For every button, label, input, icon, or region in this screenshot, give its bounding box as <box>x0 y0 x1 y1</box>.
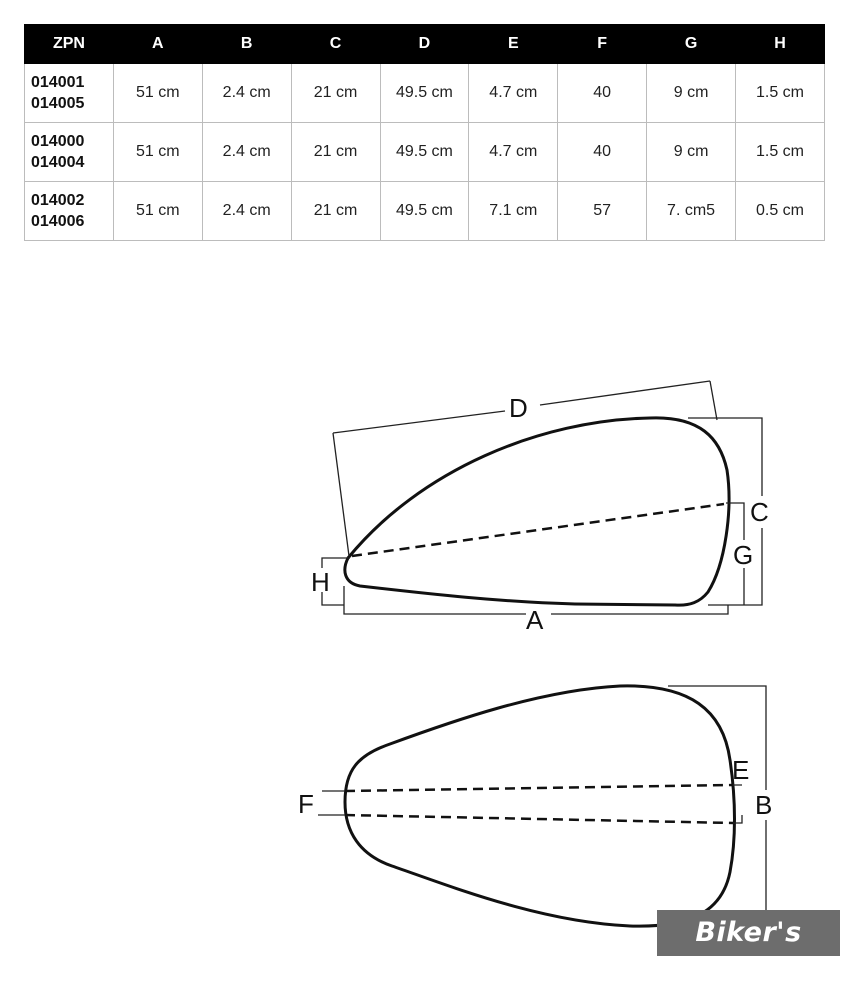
value-e: 4.7 cm <box>469 123 558 182</box>
header-zpn: ZPN <box>25 25 114 64</box>
header-g: G <box>647 25 736 64</box>
header-b: B <box>202 25 291 64</box>
value-f: 57 <box>558 182 647 241</box>
value-d: 49.5 cm <box>380 123 469 182</box>
tank-top-outline <box>345 686 735 926</box>
label-c: C <box>750 497 769 527</box>
top-view <box>298 686 772 926</box>
part-number: 014000 <box>31 133 85 150</box>
part-number: 014005 <box>31 95 85 112</box>
value-a: 51 cm <box>113 123 202 182</box>
value-f: 40 <box>558 64 647 123</box>
part-number: 014006 <box>31 213 85 230</box>
value-c: 21 cm <box>291 123 380 182</box>
part-number: 014001 <box>31 74 85 91</box>
store-watermark-logo: Biker's Store <box>657 910 840 956</box>
value-b: 2.4 cm <box>202 64 291 123</box>
value-g: 9 cm <box>647 64 736 123</box>
value-c: 21 cm <box>291 182 380 241</box>
value-a: 51 cm <box>113 182 202 241</box>
value-h: 0.5 cm <box>736 182 825 241</box>
top-dashed-lower <box>345 815 733 823</box>
value-g: 7. cm5 <box>647 182 736 241</box>
label-b: B <box>755 790 773 820</box>
value-b: 2.4 cm <box>202 123 291 182</box>
value-e: 7.1 cm <box>469 182 558 241</box>
value-h: 1.5 cm <box>736 64 825 123</box>
header-c: C <box>291 25 380 64</box>
centerline-dashed <box>352 504 724 556</box>
value-a: 51 cm <box>113 64 202 123</box>
header-h: H <box>736 25 825 64</box>
value-e: 4.7 cm <box>469 64 558 123</box>
label-h: H <box>311 567 330 597</box>
label-d: D <box>509 393 528 423</box>
label-f: F <box>298 789 314 819</box>
top-dashed-upper <box>345 785 733 791</box>
header-a: A <box>113 25 202 64</box>
value-g: 9 cm <box>647 123 736 182</box>
header-d: D <box>380 25 469 64</box>
value-h: 1.5 cm <box>736 123 825 182</box>
label-g: G <box>733 540 754 570</box>
value-d: 49.5 cm <box>380 64 469 123</box>
header-f: F <box>558 25 647 64</box>
label-a: A <box>526 605 544 635</box>
value-c: 21 cm <box>291 64 380 123</box>
label-e: E <box>732 755 750 785</box>
header-e: E <box>469 25 558 64</box>
part-number: 014004 <box>31 154 85 171</box>
value-d: 49.5 cm <box>380 182 469 241</box>
value-b: 2.4 cm <box>202 182 291 241</box>
value-f: 40 <box>558 123 647 182</box>
dimension-f-lines <box>318 791 345 815</box>
part-number: 014002 <box>31 192 85 209</box>
side-view <box>311 381 769 635</box>
